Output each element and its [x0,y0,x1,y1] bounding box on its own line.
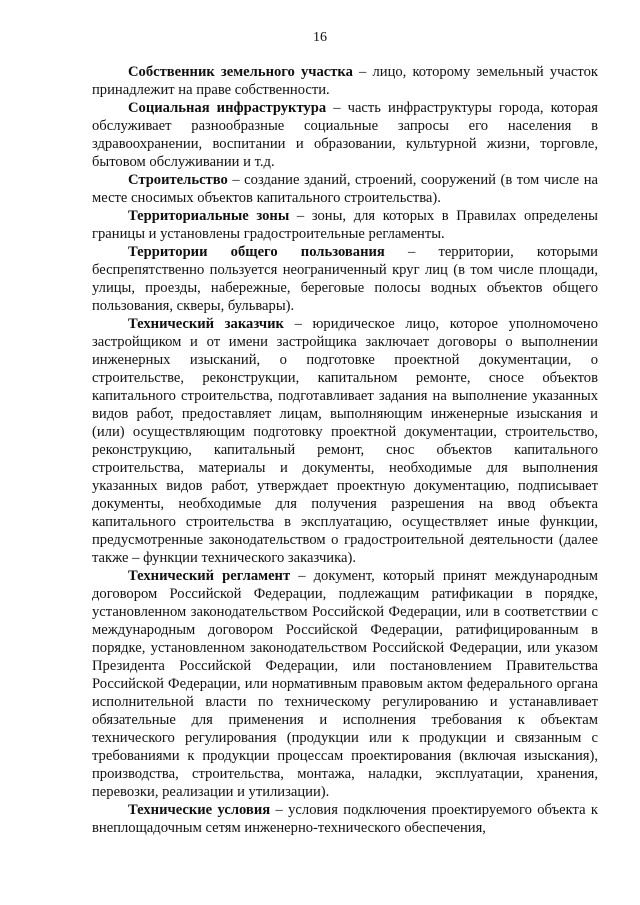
definition-paragraph [92,567,598,801]
definition-paragraph [92,99,598,171]
definition-paragraph [92,315,598,567]
definition-paragraph [92,207,598,243]
definition-text: – зоны, для которых в Правилах определены границы и установлены градостроительные регламенты. [92,208,598,242]
definition-paragraph [92,243,598,315]
definition-paragraph [92,63,598,99]
definition-paragraph [92,801,598,837]
definition-text: – лицо, которому земельный участок принадлежит на праве собственности. [92,64,598,98]
page-number: 16 [313,30,327,45]
definition-term: Технические условия [128,802,271,818]
definition-text: – документ, который принят международным договором Российской Федерации, подлежащим ратификации в порядке, установленном законодательством Российской Федерации, или в соответствии с международным договором Российской Федерации, ратифицированным в порядке, установленном законодательством Российской Федерации, или указом Президента Российской Федерации, или постановлением Правительства Российской Федерации, или нормативным правовым актом федерального органа исполнительной власти по техническому регулированию и устанавливает обязательные для применения и исполнения требования к объектам технического регулирования (продукции или к продукции и связанным с требованиями к продукции процессам проектирования (включая изыскания), производства, строительства, монтажа, наладки, эксплуатации, хранения, перевозки, реализации и утилизации). [92,568,598,800]
definition-term: Собственник земельного участка [128,64,353,80]
definitions-body [92,63,598,837]
definition-text: – территории, которыми беспрепятственно пользуется неограниченный круг лиц (в том числе площади, улицы, проезды, набережные, береговые полосы водных объектов общего пользования, скверы, бульвары). [92,244,598,314]
definition-text: – юридическое лицо, которое уполномочено застройщиком и от имени застройщика заключает договоры о выполнении инженерных изысканий, о подготовке проектной документации, о строительстве, реконструкции, капитальном ремонте, сносе объектов капитального строительства, подготавливает задания на выполнение указанных видов работ, предоставляет лицам, выполняющим инженерные изыскания и (или) осуществляющим подготовку проектной документации, строительство, реконструкцию, капитальный ремонт, снос объектов капитального строительства, материалы и документы, необходимые для выполнения указанных видов работ, утверждает проектную документацию, подписывает документы, необходимые для получения разрешения на ввод объекта капитального строительства в эксплуатацию, осуществляет иные функции, предусмотренные законодательством о градостроительной деятельности (далее также – функции технического заказчика). [92,316,598,566]
definition-term: Территориальные зоны [128,208,290,224]
definition-text: – условия подключения проектируемого объекта к внеплощадочным сетям инженерно-технического обеспечения, [92,802,598,836]
definition-term: Технический заказчик [128,316,284,332]
definition-term: Территории общего пользования [128,244,385,260]
definition-term: Строительство [128,172,228,188]
definition-text: – создание зданий, строений, сооружений (в том числе на месте сносимых объектов капитального строительства). [92,172,598,206]
definition-term: Социальная инфраструктура [128,100,327,116]
definition-paragraph [92,171,598,207]
definition-text: – часть инфраструктуры города, которая обслуживает разнообразные социальные запросы его населения в здравоохранении, воспитании и образовании, культурной жизни, торговле, бытовом обслуживании и т.д. [92,100,599,170]
definition-term: Технический регламент [128,568,291,584]
